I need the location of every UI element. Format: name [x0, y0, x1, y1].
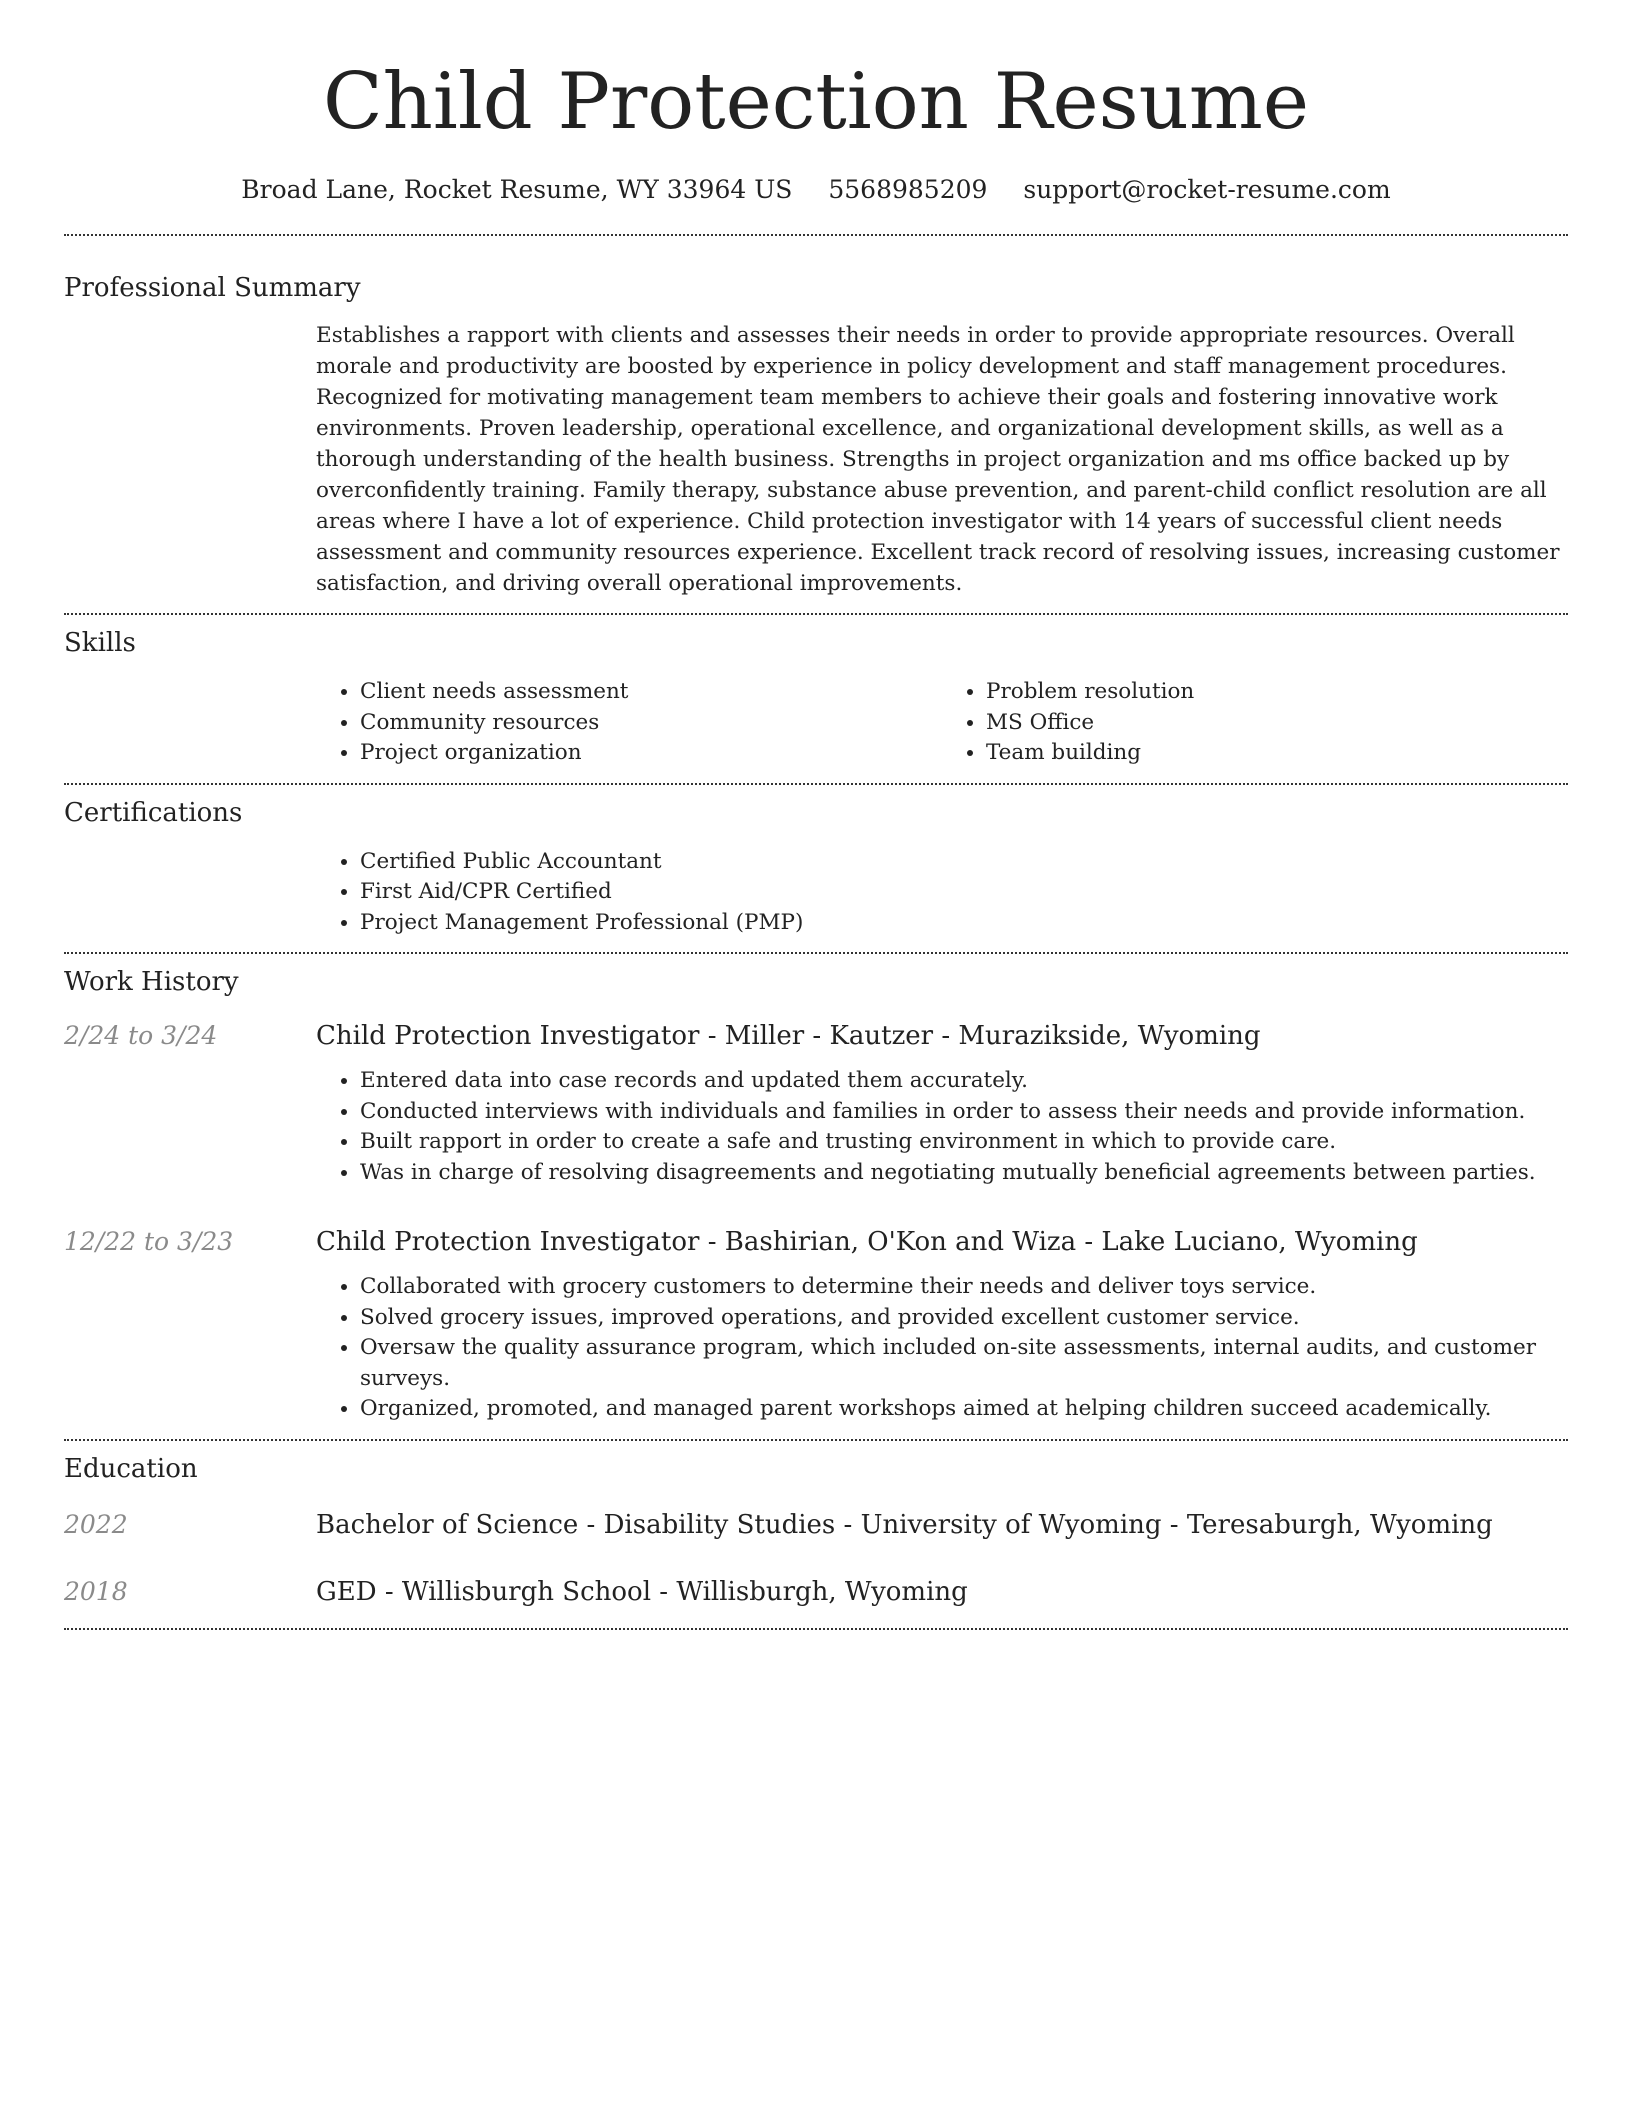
- resume-title: Child Protection Resume: [322, 57, 1309, 147]
- summary-heading: Professional Summary: [64, 273, 361, 303]
- education-entry: [64, 1507, 1568, 1543]
- job-dates: 2/24 to 3/24: [64, 1021, 218, 1050]
- education-title-line: [316, 1507, 1493, 1543]
- job-dates: 12/22 to 3/23: [64, 1227, 234, 1256]
- job-bullet: • Oversaw the quality assurance program, which included on-site assessments, internal audits, and customer surveys.: [360, 1333, 1568, 1394]
- contact-email: support@rocket-resume.com: [1023, 175, 1391, 204]
- job-entry: [64, 1018, 1568, 1188]
- education-degree: Bachelor of Science - Disability Studies: [316, 1509, 836, 1540]
- skill-item: • Community resources: [360, 708, 942, 739]
- work-history-heading: Work History: [64, 967, 239, 997]
- contact-phone: 5568985209: [828, 175, 988, 204]
- job-title-line: [316, 1224, 1418, 1260]
- certifications-list: [316, 847, 1568, 939]
- education-year: 2022: [64, 1509, 128, 1539]
- education-section: [64, 1441, 1568, 1628]
- education-heading: Education: [64, 1453, 198, 1484]
- summary-text: Establishes a rapport with clients and assesses their needs in order to provide appropriate resources. Overall morale and productivity are boosted by experience in policy development and staff management procedures. Recognized for motivating management team members to achieve their goals and fostering innovative work environments. Proven leadership, operational excellence, and organizational development skills, as well as a thorough understanding of the health business. Strengths in project organization and ms office backed up by overconfidently training. Family therapy, substance abuse prevention, and parent-child conflict resolution are all areas where I have a lot of experience. Child protection investigator with 14 years of successful client needs assessment and community resources experience. Excellent track record of resolving issues, increasing customer satisfaction, and driving overall operational improvements.: [316, 323, 1560, 596]
- resume-header: [64, 0, 1568, 208]
- education-title-line: [316, 1574, 968, 1610]
- skills-heading: Skills: [64, 628, 136, 658]
- education-year: 2018: [64, 1576, 128, 1606]
- job-details: - Bashirian, O'Kon and Wiza - Lake Luciano, Wyoming: [699, 1227, 1418, 1257]
- job-title-line: [316, 1018, 1261, 1054]
- skill-item: • Project organization: [360, 738, 942, 769]
- skill-item: • Team building: [986, 738, 1568, 769]
- education-degree: GED: [316, 1576, 377, 1607]
- job-bullet: • Organized, promoted, and managed parent workshops aimed at helping children succeed academically.: [360, 1394, 1568, 1425]
- skills-section: [64, 615, 1568, 783]
- certifications-heading: Certifications: [64, 797, 243, 828]
- certifications-section: [64, 785, 1568, 953]
- job-bullet: • Solved grocery issues, improved operations, and provided excellent customer service.: [360, 1303, 1568, 1334]
- job-bullet: • Conducted interviews with individuals and families in order to assess their needs and provide information.: [360, 1097, 1568, 1128]
- contact-address: Broad Lane, Rocket Resume, WY 33964 US: [241, 175, 793, 204]
- skill-item: • Problem resolution: [986, 677, 1568, 708]
- skill-item: • Client needs assessment: [360, 677, 942, 708]
- job-bullet: • Collaborated with grocery customers to determine their needs and deliver toys service.: [360, 1272, 1568, 1303]
- certification-item: • Certified Public Accountant: [360, 847, 1568, 878]
- job-bullet: • Entered data into case records and updated them accurately.: [360, 1066, 1568, 1097]
- job-details: - Miller - Kautzer - Murazikside, Wyoming: [699, 1021, 1261, 1051]
- certification-item: • First Aid/CPR Certified: [360, 877, 1568, 908]
- work-history-section: [64, 954, 1568, 1439]
- skills-list-right: [942, 677, 1568, 769]
- summary-section: [64, 236, 1568, 613]
- job-bullet: • Built rapport in order to create a safe and trusting environment in which to provide care.: [360, 1127, 1568, 1158]
- skills-list-left: [316, 677, 942, 769]
- section-divider: [64, 1628, 1568, 1630]
- education-details: - Willisburgh School - Willisburgh, Wyoming: [376, 1576, 968, 1607]
- job-bullets: [316, 1272, 1568, 1425]
- job-role: Child Protection Investigator: [316, 1021, 700, 1051]
- job-bullet: • Was in charge of resolving disagreements and negotiating mutually beneficial agreements between parties.: [360, 1158, 1568, 1189]
- job-entry: [64, 1224, 1568, 1425]
- skill-item: • MS Office: [986, 708, 1568, 739]
- contact-line: [64, 172, 1568, 208]
- job-bullets: [316, 1066, 1568, 1188]
- job-role: Child Protection Investigator: [316, 1227, 700, 1257]
- education-entry: [64, 1574, 1568, 1610]
- education-details: - University of Wyoming - Teresaburgh, Wyoming: [835, 1509, 1493, 1540]
- certification-item: • Project Management Professional (PMP): [360, 908, 1568, 939]
